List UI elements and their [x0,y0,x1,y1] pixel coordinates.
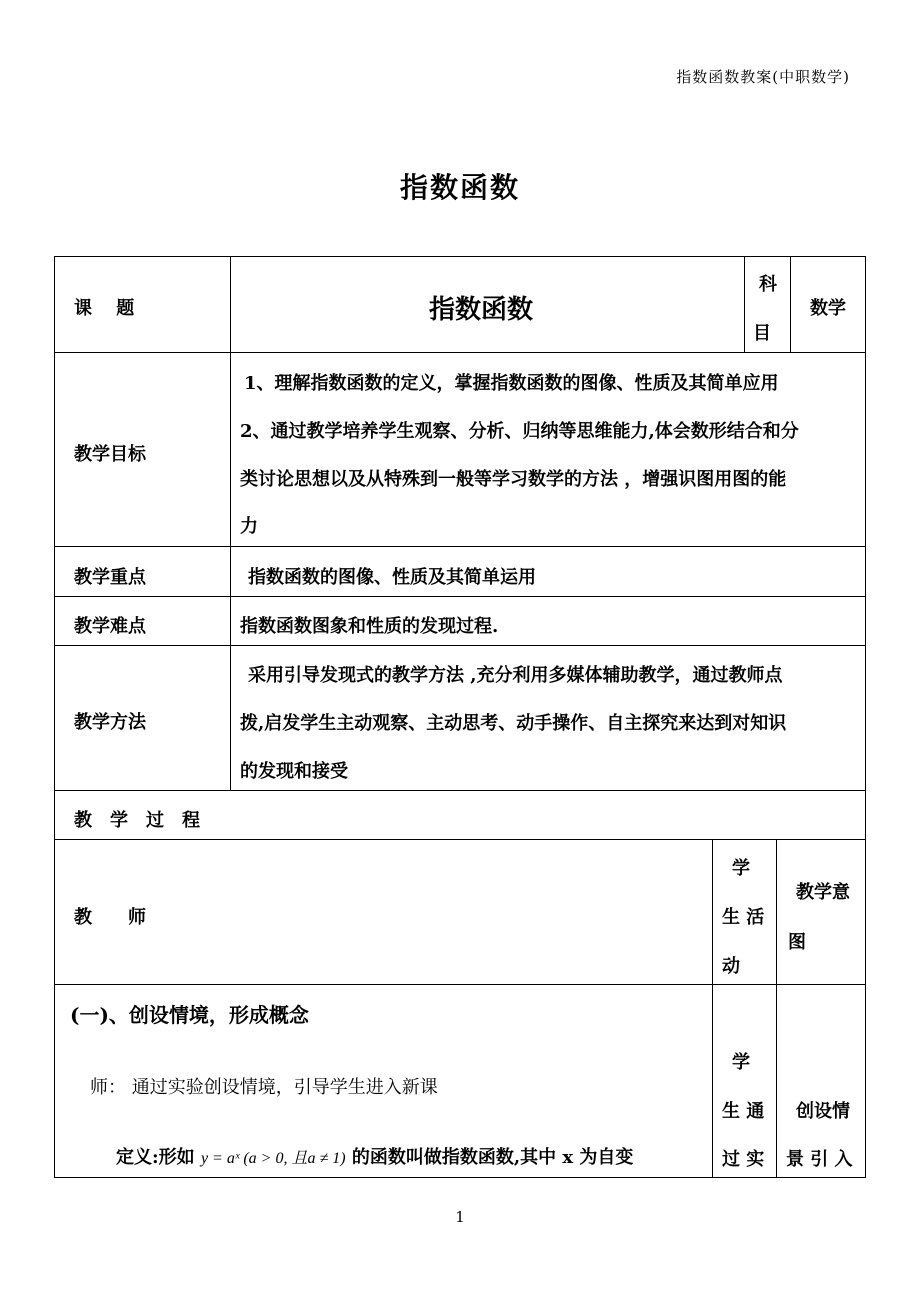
page-number: 1 [455,1208,465,1226]
goals-label: 教学目标 [74,444,146,465]
table-border-right [865,256,866,1178]
definition-line [116,1143,633,1169]
definition-prefix: 定义:形如 [116,1147,195,1168]
goals-line-4: 力 [240,516,258,537]
intent-header-line2: 图 [788,932,806,953]
row-divider [54,546,866,547]
student-activity-header-line3: 动 [722,956,740,977]
table-border-bottom [54,1177,866,1178]
running-header: 指数函数教案(中职数学) [676,68,850,86]
goals-line-1: 1、理解指数函数的定义，掌握指数函数的图像、性质及其简单应用 [244,373,779,394]
col-divider [230,256,231,790]
definition-formula: y = aˣ (a > 0, 且a ≠ 1) [200,1150,346,1167]
page-title: 指数函数 [399,171,520,204]
subject-value: 数学 [810,298,846,319]
intent-line2: 景 引 入 [786,1149,853,1170]
table-border-left [54,256,55,1178]
definition-suffix: 的函数叫做指数函数,其中 x 为自变 [351,1147,634,1168]
student-activity-header-line1: 学 [732,858,750,879]
topic-label: 课 题 [74,298,135,319]
process-label: 教 学 过 程 [74,810,200,831]
student-activity-line3: 过 实 [722,1149,765,1170]
goals-line-3: 类讨论思想以及从特殊到一般等学习数学的方法 ，增强识图用图的能 [240,469,787,490]
key-points-label: 教学重点 [74,567,146,588]
subject-label-line2: 目 [753,323,771,344]
col-divider [712,839,713,1178]
method-line-3: 的发现和接受 [240,761,348,782]
teacher-column-header: 教 师 [74,907,146,928]
method-label: 教学方法 [74,712,146,733]
row-divider [54,645,866,646]
section-heading: (一)、创设情境，形成概念 [70,1003,309,1027]
key-points-value: 指数函数的图像、性质及其简单运用 [248,567,536,588]
row-divider [54,984,866,985]
difficulty-value: 指数函数图象和性质的发现过程. [240,616,499,637]
subject-label-line1: 科 [759,274,777,295]
method-line-1: 采用引导发现式的教学方法 ,充分利用多媒体辅助教学，通过教师点 [248,665,783,686]
intent-line1: 创设情 [796,1101,850,1122]
difficulty-label: 教学难点 [74,616,146,637]
student-activity-line2: 生 通 [722,1101,765,1122]
student-activity-line1: 学 [732,1052,750,1073]
student-activity-header-line2: 生 活 [722,907,765,928]
topic-value: 指数函数 [429,295,534,325]
method-line-2: 拨,启发学生主动观察、主动思考、动手操作、自主探究来达到对知识 [240,713,787,734]
row-divider [54,790,866,791]
col-divider [790,256,791,353]
goals-line-2: 2、通过教学培养学生观察、分析、归纳等思维能力,体会数形结合和分 [240,421,799,442]
row-divider [54,596,866,597]
teacher-instruction: 师： 通过实验创设情境，引导学生进入新课 [90,1077,438,1098]
intent-header-line1: 教学意 [796,882,850,903]
col-divider [744,256,745,353]
col-divider [776,839,777,1178]
row-divider [54,839,866,840]
